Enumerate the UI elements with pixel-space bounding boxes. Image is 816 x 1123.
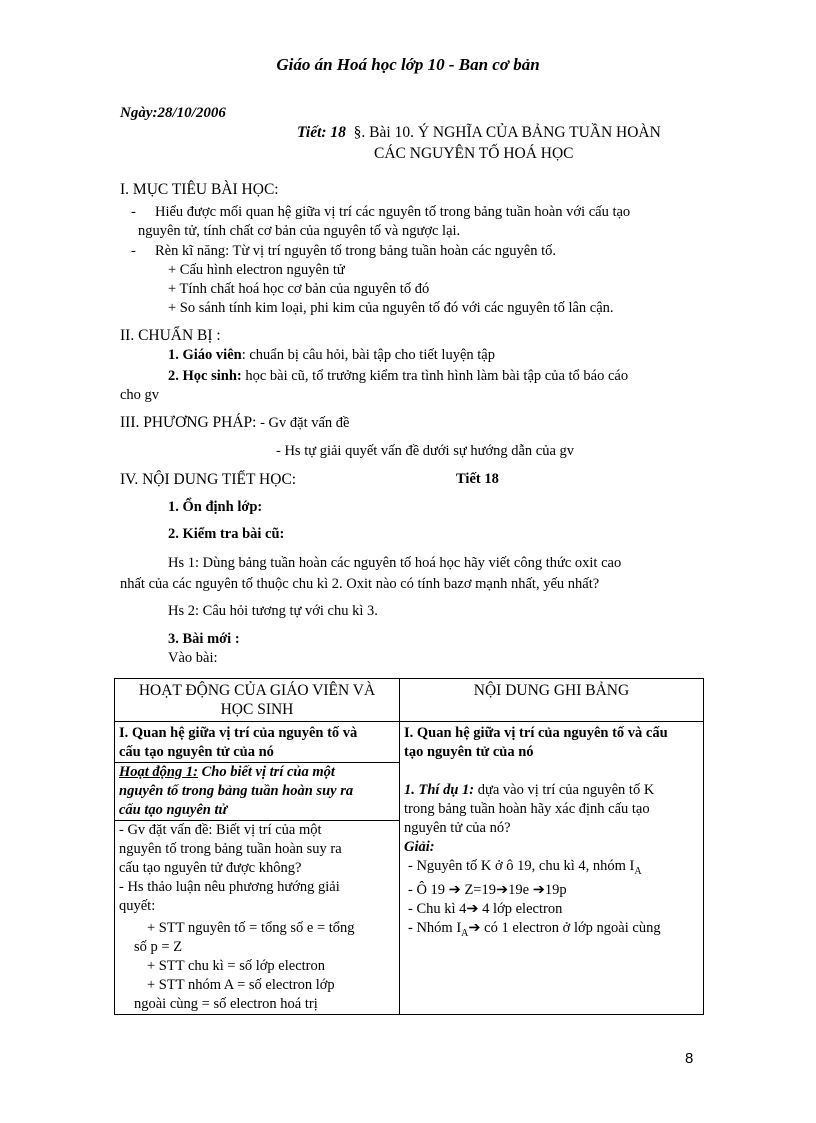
page-header: Giáo án Hoá học lớp 10 - Ban cơ bản	[276, 55, 540, 74]
prep-student	[168, 368, 628, 385]
method-1: - Gv đặt vấn đề	[256, 415, 350, 431]
step-3: 3. Bài mới :	[168, 631, 240, 647]
activity-title	[119, 763, 395, 782]
header-line: HOẠT ĐỘNG CỦA GIÁO VIÊN VÀ	[138, 682, 376, 699]
prep-teacher-label: 1. Giáo viên	[168, 347, 242, 363]
lesson-title-line1	[297, 124, 661, 142]
section-3-heading: III. PHƯƠNG PHÁP:	[120, 414, 257, 431]
section-1-heading: I. MỤC TIÊU BÀI HỌC:	[120, 181, 279, 198]
activity-block	[115, 762, 399, 820]
text-part: - Nhóm I	[408, 919, 462, 936]
table-header-row	[115, 679, 704, 722]
header-line: NỘI DUNG GHI BẢNG	[473, 682, 630, 699]
method-2: - Hs tự giải quyết vấn đề dưới sự hướng dẫn của gv	[276, 443, 575, 459]
text-line: nguyên tử của nó?	[404, 820, 511, 836]
text-line: nguyên tố trong bảng tuần hoàn suy ra	[119, 783, 354, 799]
prep-teacher-text: : chuẩn bị câu hỏi, bài tập cho tiết luyện tập	[241, 347, 495, 363]
objective-1-line2: nguyên tử, tính chất cơ bản của nguyên tố và ngược lại.	[138, 223, 461, 239]
text-line: quyết:	[119, 898, 156, 914]
solution-line-1	[404, 857, 699, 881]
discussion-block	[115, 820, 399, 1014]
period-label: Tiết 18	[456, 471, 499, 487]
text-line: ngoài cùng = số electron hoá trị	[134, 996, 318, 1012]
text-line: số p = Z	[134, 939, 183, 955]
header-line: HỌC SINH	[220, 701, 294, 718]
example-label: 1. Thí dụ 1:	[404, 782, 475, 798]
board-cell	[400, 722, 704, 1015]
table-row	[115, 722, 704, 1015]
solution-line-2: - Ô 19 ➔ Z=19➔19e ➔19p	[408, 881, 567, 898]
text-line: I. Quan hệ giữa vị trí của nguyên tố và cấu	[404, 725, 668, 741]
activity-label: Hoạt động 1:	[119, 764, 198, 780]
text-line: + STT nhóm A = số electron lớp	[147, 977, 335, 993]
intro: Vào bài:	[168, 650, 218, 666]
lesson-title: §. Bài 10. Ý NGHĨA CỦA BẢNG TUẦN HOÀN	[353, 124, 661, 141]
section-4-heading: IV. NỘI DUNG TIẾT HỌC:	[120, 471, 297, 488]
left-heading	[119, 724, 395, 762]
page-number: 8	[685, 1050, 694, 1067]
lesson-title-line2: CÁC NGUYÊN TỐ HOÁ HỌC	[374, 145, 574, 162]
prep-student-text-cont: cho gv	[120, 387, 160, 403]
text-line: I. Quan hệ giữa vị trí của nguyên tố và	[119, 725, 358, 741]
activities-cell	[115, 722, 400, 1015]
example-line	[404, 781, 699, 800]
section-2-heading: II. CHUẨN BỊ :	[120, 327, 221, 344]
text-line: + STT nguyên tố = tổng số e = tổng	[147, 920, 355, 936]
text-line: cấu tạo nguyên tử	[119, 802, 228, 818]
objective-2-sub3: + So sánh tính kim loại, phi kim của nguyên tố đó với các nguyên tố lân cận.	[168, 300, 614, 316]
bullet-dash: -	[131, 243, 136, 259]
objective-2-sub1: + Cấu hình electron nguyên tử	[168, 262, 345, 278]
objective-2: Rèn kĩ năng: Từ vị trí nguyên tố trong bảng tuần hoàn các nguyên tố.	[155, 243, 557, 259]
lesson-period: Tiết: 18	[297, 124, 346, 141]
section-3-line1	[120, 414, 349, 432]
table-header-activities	[115, 679, 400, 722]
objective-2-sub2: + Tính chất hoá học cơ bản của nguyên tố đó	[168, 281, 430, 297]
text-line: nguyên tố trong bảng tuần hoàn suy ra	[119, 841, 342, 857]
text-line: cấu tạo nguyên tử của nó	[119, 744, 274, 760]
step-2: 2. Kiểm tra bài cũ:	[168, 526, 285, 542]
bullet-dash: -	[131, 204, 136, 220]
text-line: - Hs thảo luận nêu phương hướng giải	[119, 879, 340, 895]
text-line: cấu tạo nguyên tử được không?	[119, 860, 302, 876]
solution-line-4	[404, 919, 699, 943]
objective-1-line1: Hiểu được mối quan hệ giữa vị trí các nguyên tố trong bảng tuần hoàn với cấu tạo	[155, 204, 631, 220]
text-part: ➔ có 1 electron ở lớp ngoài cùng	[468, 919, 661, 936]
question-1-line1: Hs 1: Dùng bảng tuần hoàn các nguyên tố hoá học hãy viết công thức oxit cao	[168, 555, 622, 571]
activity-text: Cho biết vị trí của một	[197, 764, 335, 780]
subscript: A	[461, 927, 469, 939]
text-part: - Nguyên tố K ở ô 19, chu kì 4, nhóm I	[408, 858, 635, 874]
question-1-line2: nhất của các nguyên tố thuộc chu kì 2. Oxit nào có tính bazơ mạnh nhất, yếu nhất?	[120, 576, 600, 592]
lesson-date: Ngày:28/10/2006	[120, 105, 226, 121]
lesson-table	[114, 678, 704, 1015]
solution-label: Giải:	[404, 839, 435, 855]
solution-line-3: - Chu kì 4➔ 4 lớp electron	[408, 900, 563, 917]
example-block	[404, 781, 699, 943]
text-line: - Gv đặt vấn đề: Biết vị trí của một	[119, 822, 322, 838]
example-text: dựa vào vị trí của nguyên tố K	[474, 782, 655, 798]
prep-teacher	[168, 347, 495, 364]
prep-student-text: học bài cũ, tổ trưởng kiểm tra tình hình làm bài tập của tổ báo cáo	[241, 368, 629, 384]
question-2: Hs 2: Câu hỏi tương tự với chu kì 3.	[168, 603, 378, 619]
table-header-board	[400, 679, 704, 722]
step-1: 1. Ổn định lớp:	[168, 499, 263, 515]
subscript: A	[634, 865, 642, 877]
text-line: tạo nguyên tử của nó	[404, 744, 534, 760]
text-line: trong bảng tuần hoàn hãy xác định cấu tạo	[404, 801, 650, 817]
prep-student-label: 2. Học sinh:	[168, 368, 242, 384]
right-heading	[404, 724, 699, 762]
text-line: + STT chu kì = số lớp electron	[147, 958, 325, 974]
